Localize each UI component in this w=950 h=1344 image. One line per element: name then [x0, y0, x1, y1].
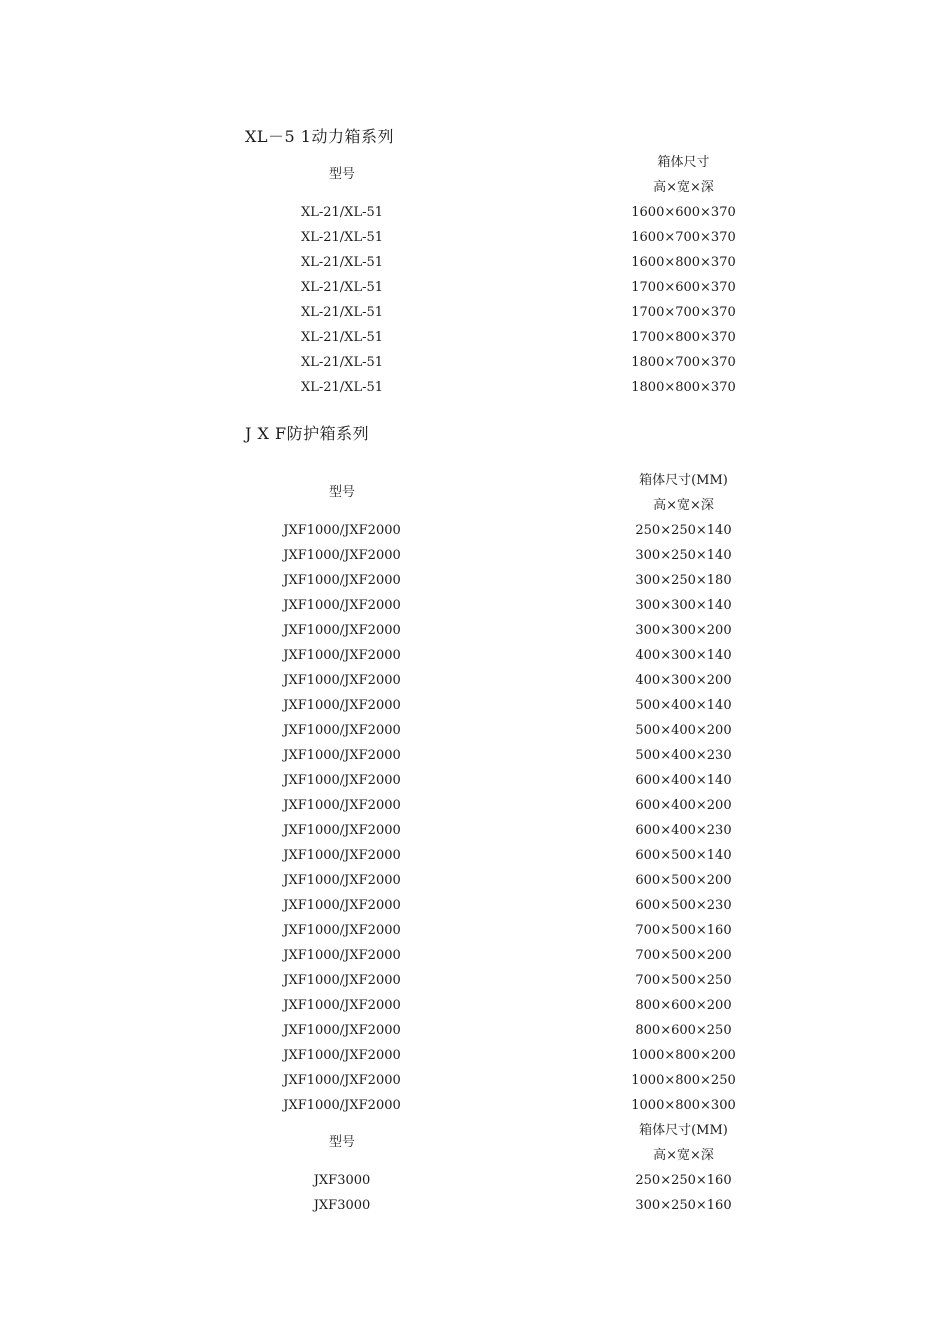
header-size [512, 150, 855, 200]
size-cell: 1700×700×370 [631, 305, 736, 320]
table-row [172, 843, 855, 868]
section-title-jxf: J X F防护箱系列 [245, 424, 370, 443]
table-row [172, 968, 855, 993]
model-cell: JXF1000/JXF2000 [283, 673, 401, 688]
size-cell: 1000×800×200 [631, 1048, 736, 1063]
table-header [172, 150, 855, 200]
header-size-sub: 高×宽×深 [653, 1148, 714, 1163]
table-row [172, 818, 855, 843]
table-row [172, 718, 855, 743]
table-row [172, 918, 855, 943]
size-cell: 800×600×200 [635, 998, 732, 1013]
model-cell: JXF1000/JXF2000 [283, 948, 401, 963]
table-row [172, 250, 855, 275]
table-row [172, 300, 855, 325]
header-size [512, 1118, 855, 1168]
size-cell: 700×500×250 [635, 973, 732, 988]
model-cell: JXF1000/JXF2000 [283, 1023, 401, 1038]
table-row [172, 543, 855, 568]
size-cell: 600×500×230 [635, 898, 732, 913]
header-model: 型号 [328, 485, 355, 500]
table-row [172, 793, 855, 818]
size-cell: 1700×800×370 [631, 330, 736, 345]
size-cell: 1800×700×370 [631, 355, 736, 370]
size-cell: 300×250×140 [635, 548, 732, 563]
model-cell: JXF1000/JXF2000 [283, 748, 401, 763]
size-cell: 1600×700×370 [631, 230, 736, 245]
model-cell: JXF3000 [313, 1198, 371, 1213]
header-model: 型号 [328, 167, 355, 182]
model-cell: JXF1000/JXF2000 [283, 1048, 401, 1063]
model-cell: XL-21/XL-51 [300, 280, 384, 295]
size-cell: 600×400×230 [635, 823, 732, 838]
header-size-sub: 高×宽×深 [653, 180, 714, 195]
section-title-xl51: XL－5 1动力箱系列 [245, 127, 394, 146]
size-cell: 300×250×160 [635, 1198, 732, 1213]
table-row [172, 1168, 855, 1193]
model-cell: XL-21/XL-51 [300, 205, 384, 220]
model-cell: JXF1000/JXF2000 [283, 923, 401, 938]
model-cell: JXF1000/JXF2000 [283, 523, 401, 538]
size-cell: 1600×800×370 [631, 255, 736, 270]
model-cell: JXF1000/JXF2000 [283, 873, 401, 888]
table-row [172, 893, 855, 918]
size-cell: 300×300×140 [635, 598, 732, 613]
table-row [172, 568, 855, 593]
model-cell: XL-21/XL-51 [300, 355, 384, 370]
size-cell: 700×500×160 [635, 923, 732, 938]
model-cell: JXF1000/JXF2000 [283, 698, 401, 713]
size-cell: 800×600×250 [635, 1023, 732, 1038]
size-cell: 700×500×200 [635, 948, 732, 963]
table-row [172, 1043, 855, 1068]
header-model: 型号 [328, 1135, 355, 1150]
model-cell: JXF1000/JXF2000 [283, 898, 401, 913]
model-cell: XL-21/XL-51 [300, 230, 384, 245]
model-cell: XL-21/XL-51 [300, 380, 384, 395]
size-cell: 1800×800×370 [631, 380, 736, 395]
size-cell: 300×250×180 [635, 573, 732, 588]
model-cell: JXF1000/JXF2000 [283, 998, 401, 1013]
table-row [172, 618, 855, 643]
table-row [172, 225, 855, 250]
model-cell: JXF1000/JXF2000 [283, 548, 401, 563]
model-cell: JXF1000/JXF2000 [283, 648, 401, 663]
table-row [172, 668, 855, 693]
model-cell: JXF1000/JXF2000 [283, 973, 401, 988]
table-row [172, 643, 855, 668]
model-cell: XL-21/XL-51 [300, 255, 384, 270]
model-cell: JXF1000/JXF2000 [283, 848, 401, 863]
model-cell: JXF1000/JXF2000 [283, 823, 401, 838]
table-row [172, 768, 855, 793]
model-cell: JXF1000/JXF2000 [283, 623, 401, 638]
table-jxf1000 [172, 468, 855, 1218]
table-header [172, 1118, 855, 1168]
size-cell: 500×400×230 [635, 748, 732, 763]
size-cell: 600×400×140 [635, 773, 732, 788]
table-row [172, 375, 855, 400]
model-cell: JXF1000/JXF2000 [283, 1073, 401, 1088]
header-size-label: 箱体尺寸(MM) [639, 473, 728, 488]
model-cell: JXF1000/JXF2000 [283, 598, 401, 613]
header-size-label: 箱体尺寸(MM) [639, 1123, 728, 1138]
table-row [172, 868, 855, 893]
table-row [172, 693, 855, 718]
size-cell: 600×500×200 [635, 873, 732, 888]
size-cell: 1700×600×370 [631, 280, 736, 295]
table-row [172, 275, 855, 300]
size-cell: 400×300×140 [635, 648, 732, 663]
size-cell: 1000×800×250 [631, 1073, 736, 1088]
table-row [172, 518, 855, 543]
header-size-sub: 高×宽×深 [653, 498, 714, 513]
table-row [172, 200, 855, 225]
table-row [172, 743, 855, 768]
size-cell: 1600×600×370 [631, 205, 736, 220]
table-row [172, 1068, 855, 1093]
table-row [172, 350, 855, 375]
size-cell: 250×250×160 [635, 1173, 732, 1188]
size-cell: 600×500×140 [635, 848, 732, 863]
size-cell: 250×250×140 [635, 523, 732, 538]
size-cell: 500×400×200 [635, 723, 732, 738]
size-cell: 500×400×140 [635, 698, 732, 713]
table-row [172, 325, 855, 350]
size-cell: 300×300×200 [635, 623, 732, 638]
table-row [172, 993, 855, 1018]
model-cell: JXF1000/JXF2000 [283, 573, 401, 588]
model-cell: JXF3000 [313, 1173, 371, 1188]
table-row [172, 943, 855, 968]
size-cell: 600×400×200 [635, 798, 732, 813]
table-header [172, 468, 855, 518]
table-row [172, 593, 855, 618]
table-row [172, 1193, 855, 1218]
model-cell: XL-21/XL-51 [300, 305, 384, 320]
table-row [172, 1093, 855, 1118]
model-cell: JXF1000/JXF2000 [283, 798, 401, 813]
model-cell: JXF1000/JXF2000 [283, 723, 401, 738]
header-size [512, 468, 855, 518]
size-cell: 400×300×200 [635, 673, 732, 688]
table-row [172, 1018, 855, 1043]
table-xl51 [172, 150, 855, 400]
model-cell: JXF1000/JXF2000 [283, 773, 401, 788]
size-cell: 1000×800×300 [631, 1098, 736, 1113]
model-cell: XL-21/XL-51 [300, 330, 384, 345]
model-cell: JXF1000/JXF2000 [283, 1098, 401, 1113]
header-size-label: 箱体尺寸 [657, 155, 710, 170]
